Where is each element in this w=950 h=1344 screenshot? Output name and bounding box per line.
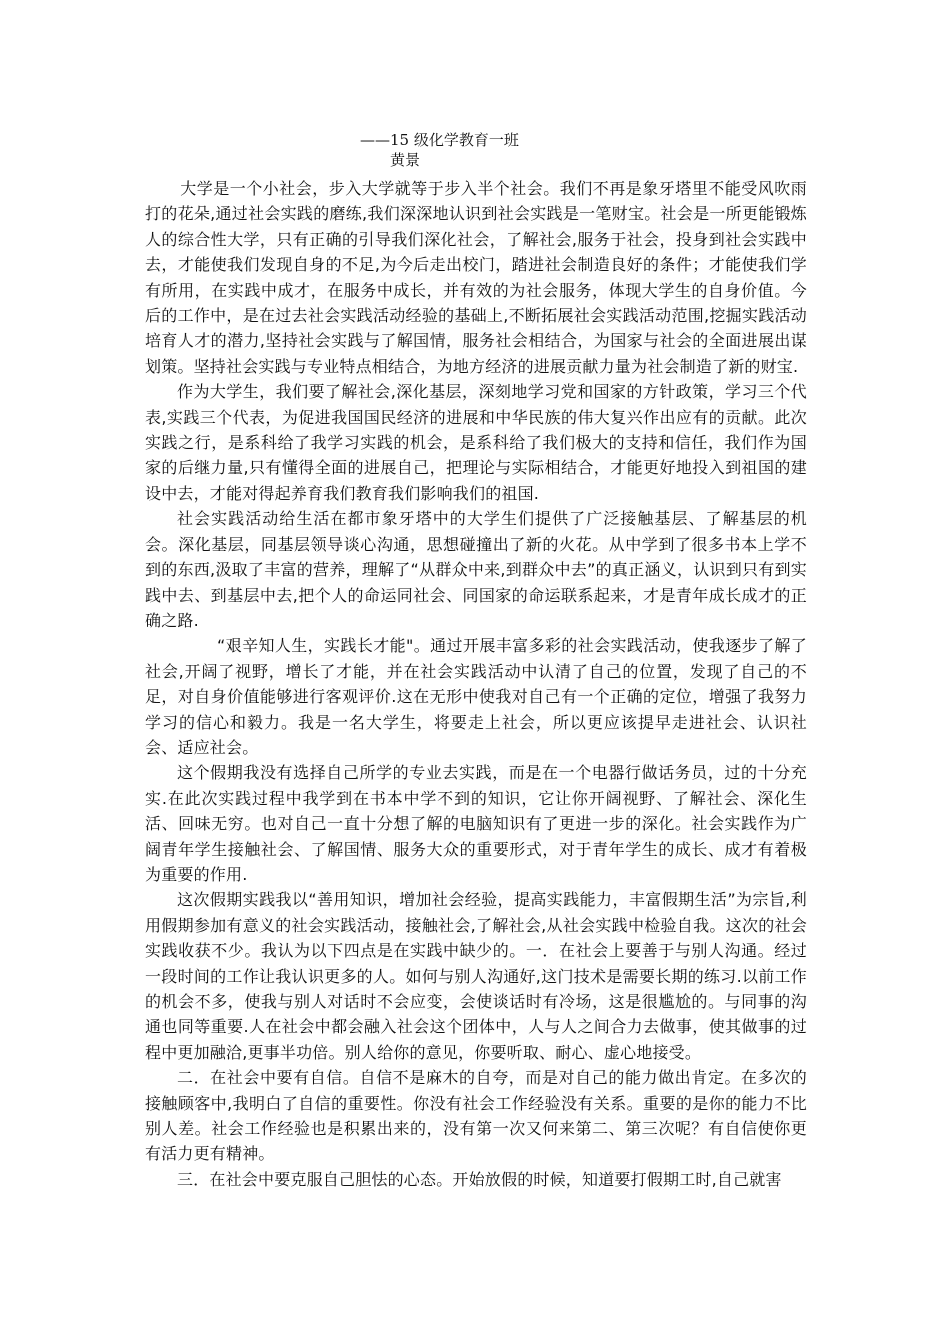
- paragraph-3: 社会实践活动给生活在都市象牙塔中的大学生们提供了广泛接触基层、了解基层的机会。深化基层，同基层领导谈心沟通，思想碰撞出了新的火花。从中学到了很多书本上学不到的东西,汲取了丰富的营养，理解了“从群众中来,到群众中去”的真正涵义，认识到只有到实践中去、到基层中去,把个人的命运同社会、同国家的命运联系起来，才是青年成长成才的正确之路.: [145, 509, 807, 630]
- paragraph-6: 这次假期实践我以“善用知识，增加社会经验，提高实践能力，丰富假期生活”为宗旨,利用假期参加有意义的社会实践活动，接触社会,了解社会,从社会实践中检验自我。这次的社会实践收获不少。我认为以下四点是在实践中缺少的。一．在社会上要善于与别人沟通。经过一段时间的工作让我认识更多的人。如何与别人沟通好,这门技术是需要长期的练习.以前工作的机会不多，使我与别人对话时不会应变，会使谈话时有冷场，这是很尴尬的。与同事的沟通也同等重要.人在社会中都会融入社会这个团体中，人与人之间合力去做事，使其做事的过程中更加融洽,更事半功倍。别人给你的意见，你要听取、耐心、虚心地接受。: [145, 890, 807, 1062]
- author-class-line: ——15 级化学教育一班: [360, 131, 519, 149]
- paragraph-7: 二．在社会中要有自信。自信不是麻木的自夸，而是对自己的能力做出肯定。在多次的接触顾客中,我明白了自信的重要性。你没有社会工作经验没有关系。重要的是你的能力不比别人差。社会工作经验也是积累出来的，没有第一次又何来第二、第三次呢？有自信使你更有活力更有精神。: [145, 1068, 807, 1164]
- paragraph-5: 这个假期我没有选择自己所学的专业去实践，而是在一个电器行做话务员，过的十分充实.在此次实践过程中我学到在书本中学不到的知识，它让你开阔视野、了解社会、深化生活、回味无穷。也对自己一直十分想了解的电脑知识有了更进一步的深化。社会实践作为广阔青年学生接触社会、了解国情、服务大众的重要形式，对于青年学生的成长、成才有着极为重要的作用.: [145, 763, 807, 884]
- paragraph-1: 大学是一个小社会，步入大学就等于步入半个社会。我们不再是象牙塔里不能受风吹雨打的花朵,通过社会实践的磨练,我们深深地认识到社会实践是一笔财宝。社会是一所更能锻炼人的综合性大学，只有正确的引导我们深化社会，了解社会,服务于社会，投身到社会实践中去，才能使我们发现自身的不足,为今后走出校门，踏进社会制造良好的条件；才能使我们学有所用，在实践中成才，在服务中成长，并有效的为社会服务，体现大学生的自身价值。今后的工作中，是在过去社会实践活动经验的基础上,不断拓展社会实践活动范围,挖掘实践活动培育人才的潜力,坚持社会实践与了解国情，服务社会相结合，为国家与社会的全面进展出谋划策。坚持社会实践与专业特点相结合，为地方经济的进展贡献力量为社会制造了新的财宝.: [145, 179, 807, 376]
- paragraph-4: “艰辛知人生，实践长才能"。通过开展丰富多彩的社会实践活动，使我逐步了解了社会,开阔了视野，增长了才能，并在社会实践活动中认清了自己的位置，发现了自己的不足，对自身价值能够进行客观评价.这在无形中使我对自己有一个正确的定位，增强了我努力学习的信心和毅力。我是一名大学生，将要走上社会，所以更应该提早走进社会、认识社会、适应社会。: [145, 636, 807, 757]
- paragraph-8: 三．在社会中要克服自己胆怯的心态。开始放假的时候，知道要打假期工时,自己就害: [177, 1169, 782, 1189]
- document-body: [145, 176, 807, 1192]
- paragraph-2: 作为大学生，我们要了解社会,深化基层，深刻地学习党和国家的方针政策，学习三个代表,实践三个代表，为促进我国国民经济的进展和中华民族的伟大复兴作出应有的贡献。此次实践之行，是系科给了我学习实践的机会，是系科给了我们极大的支持和信任，我们作为国家的后继力量,只有懂得全面的进展自己，把理论与实际相结合，才能更好地投入到祖国的建设中去，才能对得起养育我们教育我们影响我们的祖国.: [145, 382, 807, 503]
- author-name: 黄景: [390, 151, 421, 169]
